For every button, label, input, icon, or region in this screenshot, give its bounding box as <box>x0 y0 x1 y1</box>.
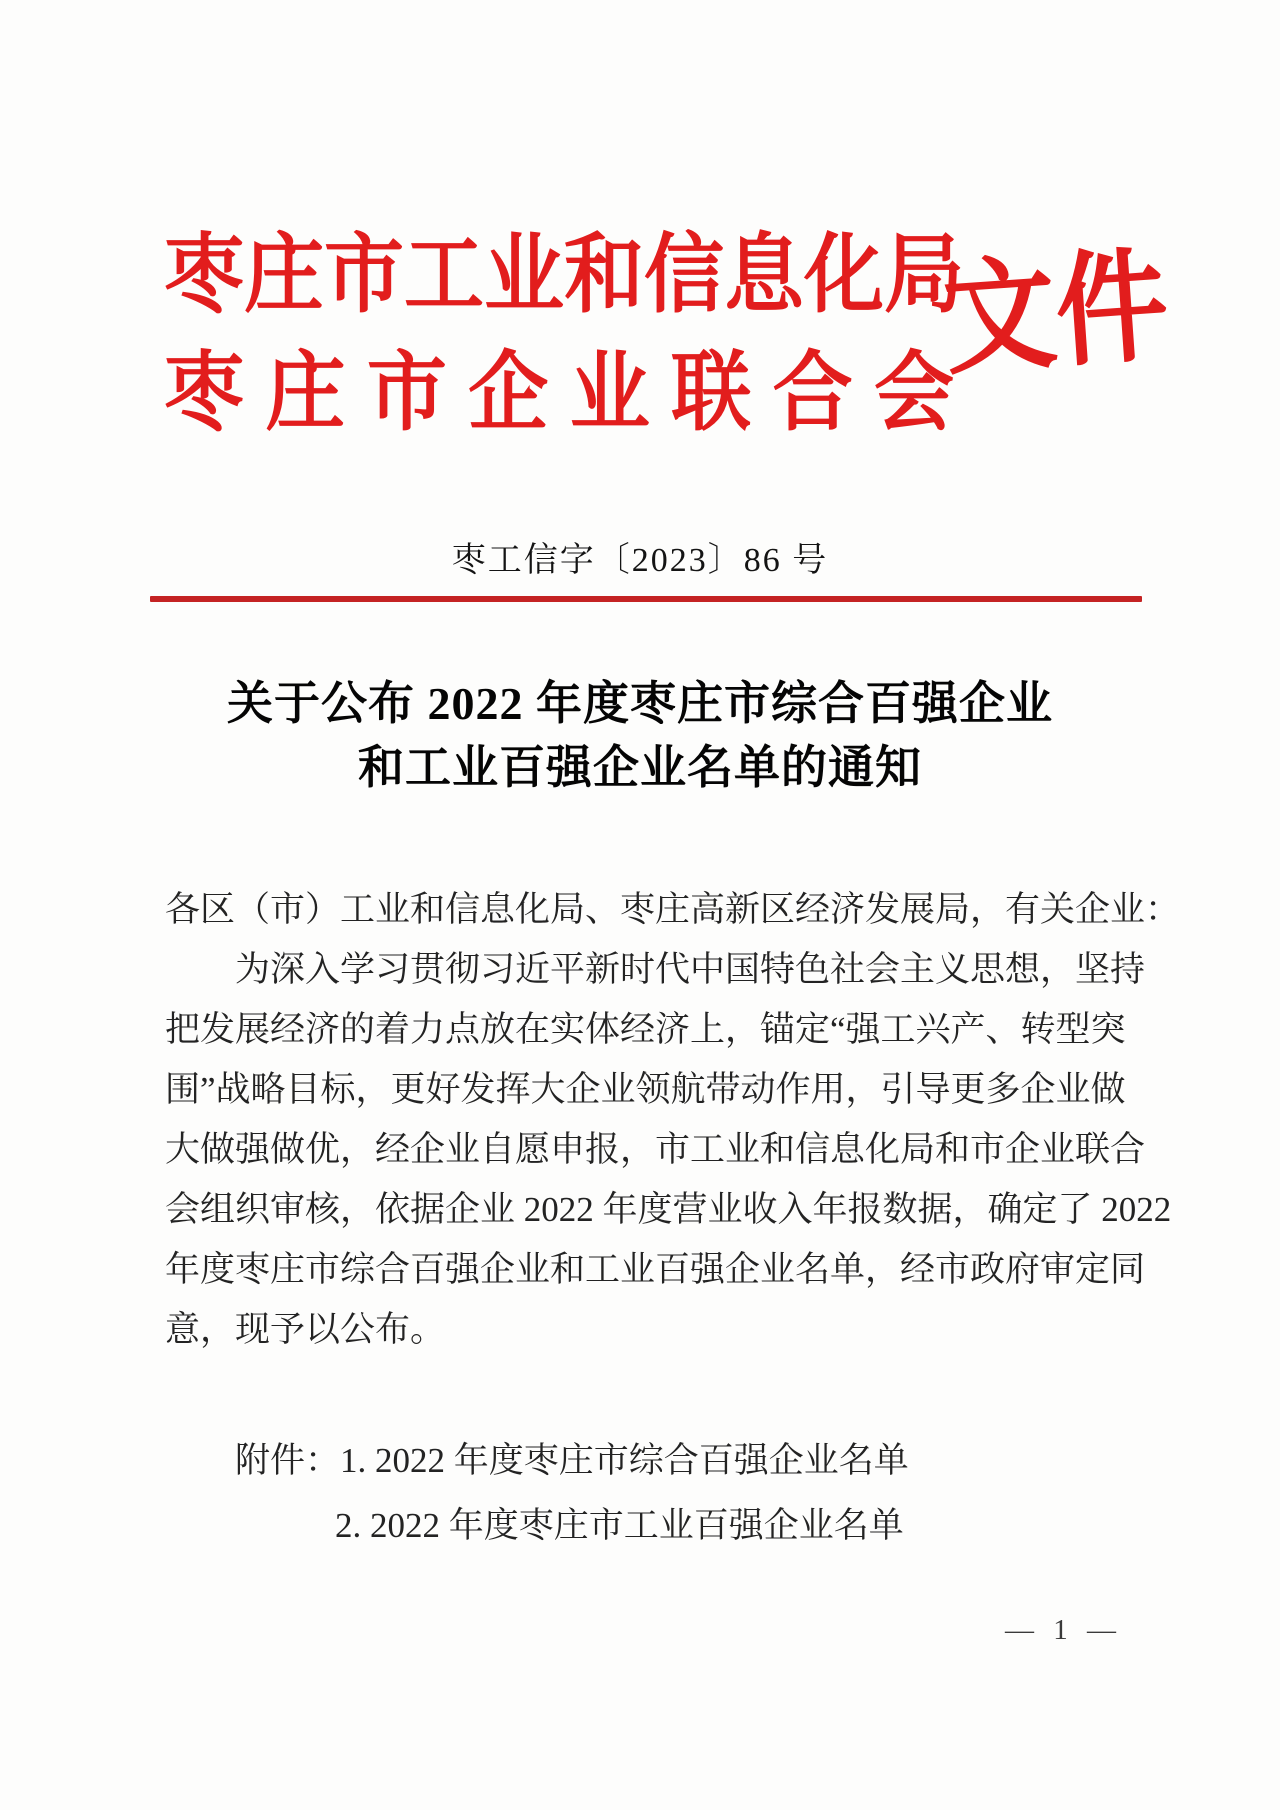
document-type-label: 文件 <box>939 238 1173 391</box>
red-divider-line <box>150 596 1142 602</box>
body-paragraph <box>165 940 1172 1360</box>
letterhead <box>164 212 964 448</box>
paragraph-line: 年度枣庄市综合百强企业和工业百强企业名单，经市政府审定同 <box>165 1250 1146 1289</box>
attachment-line-1 <box>235 1428 1155 1493</box>
paragraph-line: 会组织审核，依据企业 2022 年度营业收入年报数据，确定了 2022 <box>165 1190 1172 1229</box>
paragraph-line: 为深入学习贯彻习近平新时代中国特色社会主义思想，坚持 <box>235 950 1146 989</box>
salutation-line: 各区（市）工业和信息化局、枣庄高新区经济发展局，有关企业： <box>165 890 1181 929</box>
paragraph-line: 大做强做优，经企业自愿申报，市工业和信息化局和市企业联合 <box>165 1130 1146 1169</box>
attachment-line-2 <box>235 1493 1155 1558</box>
document-reference-number: 枣工信字〔2023〕86 号 <box>451 542 829 579</box>
attachments-label: 附件： <box>235 1441 341 1480</box>
attachment-item-1: 1. 2022 年度枣庄市综合百强企业名单 <box>340 1441 909 1480</box>
paragraph-line: 意，现予以公布。 <box>165 1310 446 1349</box>
issuer-name-line2: 枣庄市企业联合会 <box>164 346 954 442</box>
document-title-line2: 和工业百强企业名单的通知 <box>358 742 922 793</box>
page-number: — 1 — <box>1005 1614 1122 1646</box>
issuer-name-line1: 枣庄市工业和信息化局 <box>164 228 964 324</box>
document-title-line1: 关于公布 2022 年度枣庄市综合百强企业 <box>227 678 1053 729</box>
attachments-section <box>235 1428 1155 1558</box>
document-title <box>0 672 1280 800</box>
attachment-item-2: 2. 2022 年度枣庄市工业百强企业名单 <box>335 1506 904 1545</box>
paragraph-line: 围”战略目标，更好发挥大企业领航带动作用，引导更多企业做 <box>165 1070 1126 1109</box>
paragraph-line: 把发展经济的着力点放在实体经济上，锚定“强工兴产、转型突 <box>165 1010 1126 1049</box>
